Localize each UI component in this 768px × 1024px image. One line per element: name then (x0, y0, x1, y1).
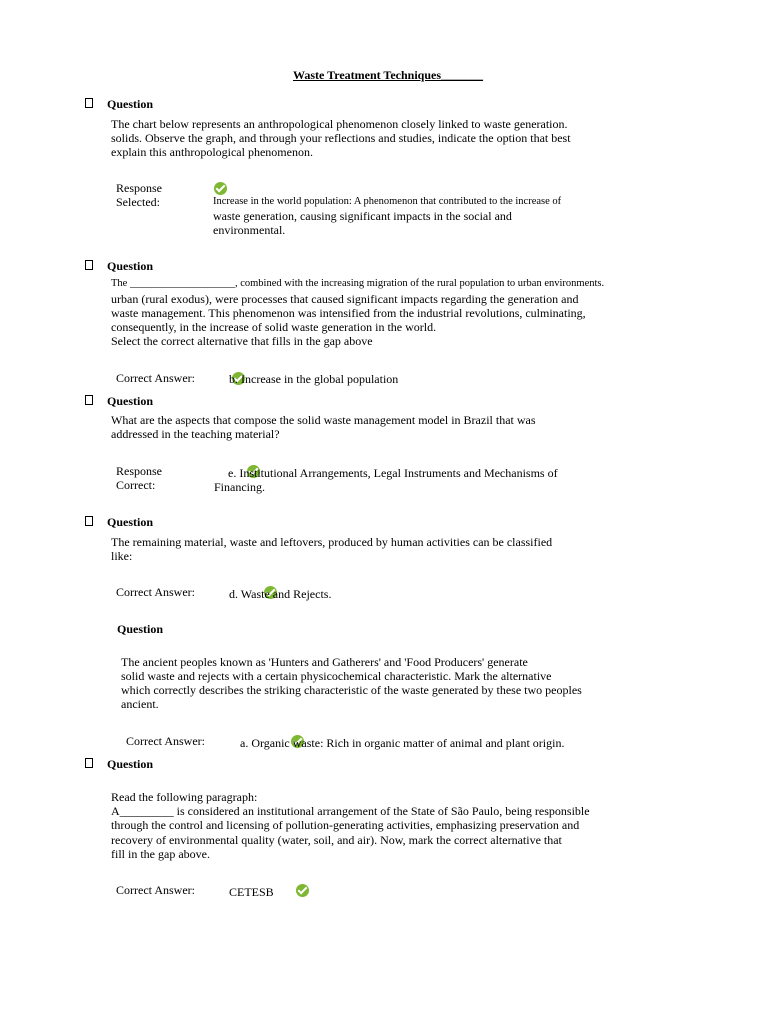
answer-text: b. Increase in the global population (229, 372, 399, 386)
question-text-line: solids. Observe the graph, and through your reflections and studies, indicate the option that best (111, 131, 571, 145)
question-text-line: explain this anthropological phenomenon. (111, 145, 313, 159)
checkbox-icon[interactable] (85, 260, 93, 270)
document-title: Waste Treatment Techniques_______ (292, 68, 483, 82)
checkbox-icon[interactable] (85, 98, 93, 108)
answer-label: Correct Answer: (116, 883, 195, 897)
question-text-line: What are the aspects that compose the solid waste management model in Brazil that was (111, 413, 536, 427)
question-text-line: Read the following paragraph: (111, 790, 258, 804)
question-text-line: A_________ is considered an institutional arrangement of the State of São Paulo, being responsible (111, 804, 590, 818)
question-text-line: The ancient peoples known as 'Hunters and Gatherers' and 'Food Producers' generate (121, 655, 528, 669)
question-label: Question (107, 757, 154, 771)
question-text-line: solid waste and rejects with a certain physicochemical characteristic. Mark the alternative (121, 669, 552, 683)
answer-label: Selected: (116, 195, 160, 209)
question-text-line: like: (111, 549, 133, 563)
question-text-line: ancient. (121, 697, 159, 711)
question-text-line: urban (rural exodus), were processes that caused significant impacts regarding the generation and (111, 292, 579, 306)
question-text-line: recovery of environmental quality (water, soil, and air). Now, mark the correct alternative that (111, 833, 562, 847)
checkbox-icon[interactable] (85, 516, 93, 526)
question-label: Question (107, 515, 154, 529)
question-text-line: The chart below represents an anthropological phenomenon closely linked to waste generation. (111, 117, 568, 131)
question-text-line: The ____________________, combined with the increasing migration of the rural population to urban environments. (111, 278, 605, 289)
question-text-line: addressed in the teaching material? (111, 427, 280, 441)
question-label: Question (107, 394, 154, 408)
question-text-line: which correctly describes the striking characteristic of the waste generated by these two peoples (121, 683, 582, 697)
answer-label: Response (116, 181, 162, 195)
answer-text: environmental. (213, 223, 286, 237)
answer-text: Financing. (214, 480, 265, 494)
answer-label: Response (116, 464, 162, 478)
question-label: Question (107, 259, 154, 273)
answer-label: Correct: (116, 478, 156, 492)
question-label: Question (107, 97, 154, 111)
answer-label: Correct Answer: (116, 371, 195, 385)
question-text-line: fill in the gap above. (111, 847, 210, 861)
question-text-line: The remaining material, waste and leftovers, produced by human activities can be classified (111, 535, 553, 549)
answer-text: Increase in the world population: A phenomenon that contributed to the increase of (213, 196, 562, 207)
answer-text: waste generation, causing significant impacts in the social and (213, 209, 512, 223)
check-icon (296, 884, 309, 897)
answer-text: e. Institutional Arrangements, Legal Instruments and Mechanisms of (228, 466, 558, 480)
question-label: Question (117, 622, 164, 636)
question-text-line: Select the correct alternative that fills in the gap above (111, 334, 373, 348)
answer-text: a. Organic waste: Rich in organic matter of animal and plant origin. (240, 736, 565, 750)
checkbox-icon[interactable] (85, 395, 93, 405)
answer-label: Correct Answer: (126, 734, 205, 748)
question-text-line: consequently, in the increase of solid waste generation in the world. (111, 320, 437, 334)
answer-text: CETESB (229, 885, 274, 899)
check-icon (214, 182, 227, 195)
answer-text: d. Waste and Rejects. (229, 587, 332, 601)
checkbox-icon[interactable] (85, 758, 93, 768)
question-text-line: through the control and licensing of pollution-generating activities, emphasizing preservation and (111, 818, 580, 832)
answer-label: Correct Answer: (116, 585, 195, 599)
question-text-line: waste management. This phenomenon was intensified from the industrial revolutions, culminating, (111, 306, 586, 320)
